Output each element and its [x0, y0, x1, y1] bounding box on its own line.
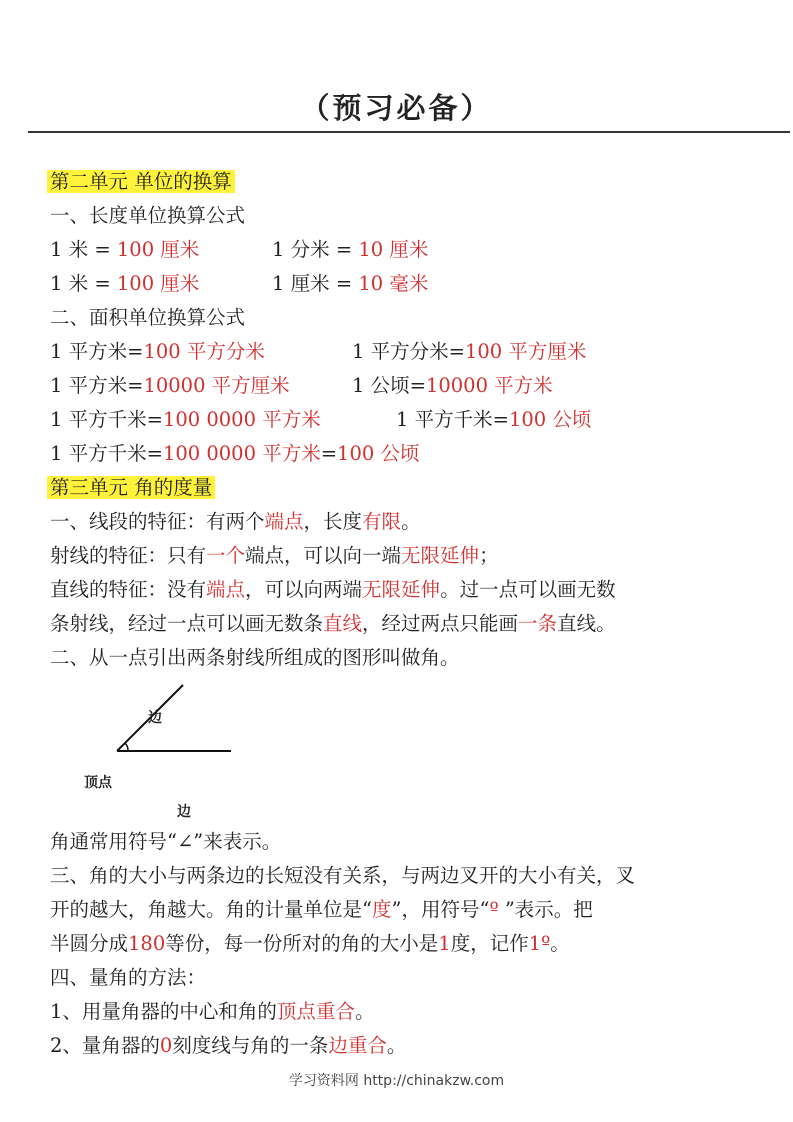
page-title: （预习必备） [300, 91, 493, 125]
area-row-4: 1 平方千米=100 0000 平方米=100 公顷 [50, 442, 420, 465]
vertex-label: 顶点 [84, 775, 112, 791]
angle-size-rule: 三、角的大小与两条边的长短没有关系，与两边叉开的大小有关，叉 [50, 864, 636, 887]
side-label-top: 边 [148, 710, 162, 726]
unit3-heading: 第三单元 角的度量 [50, 471, 750, 505]
ray-feature: 射线的特征：只有一个端点，可以向一端无限延伸； [50, 544, 499, 567]
measure-heading: 四、量角的方法： [50, 966, 207, 989]
angle-figure [45, 675, 305, 825]
length-row-2: 1 米 = 100 厘米 1 厘米 = 10 毫米 [50, 272, 429, 295]
line-feature: 直线的特征：没有端点，可以向两端无限延伸。过一点可以画无数 [50, 578, 616, 601]
segment-feature: 一、线段的特征：有两个端点，长度有限。 [50, 510, 421, 533]
footer-watermark: 学习资料网 http://chinakzw.com [288, 1073, 505, 1089]
angle-arc [125, 743, 128, 751]
unit2-heading: 第二单元 单位的换算 [50, 165, 750, 199]
angle-definition: 二、从一点引出两条射线所组成的图形叫做角。 [50, 646, 460, 669]
measure-step-1: 1、用量角器的中心和角的顶点重合。 [50, 1000, 375, 1023]
title-divider [28, 131, 790, 133]
area-row-2: 1 平方米=10000 平方厘米 1 公顷=10000 平方米 [50, 374, 553, 397]
angle-symbol: 角通常用符号“∠”来表示。 [50, 830, 282, 853]
length-heading: 一、长度单位换算公式 [50, 204, 246, 227]
document-body [50, 165, 750, 1063]
measure-step-2: 2、量角器的0刻度线与角的一条边重合。 [50, 1034, 407, 1057]
degree-definition: 半圆分成180等份，每一份所对的角的大小是1度，记作1º。 [50, 932, 570, 955]
area-row-1: 1 平方米=100 平方分米 1 平方分米=100 平方厘米 [50, 340, 587, 363]
area-heading: 二、面积单位换算公式 [50, 306, 246, 329]
side-label-bottom: 边 [177, 804, 191, 820]
line-feature-cont: 条射线，经过一点可以画无数条直线，经过两点只能画一条直线。 [50, 612, 616, 635]
area-row-3: 1 平方千米=100 0000 平方米 1 平方千米=100 公顷 [50, 408, 592, 431]
angle-unit: 开的越大，角越大。角的计量单位是“度”，用符号“º ”表示。把 [50, 898, 593, 921]
length-row-1: 1 米 = 100 厘米 1 分米 = 10 厘米 [50, 238, 429, 261]
angle-diagram [45, 675, 750, 825]
